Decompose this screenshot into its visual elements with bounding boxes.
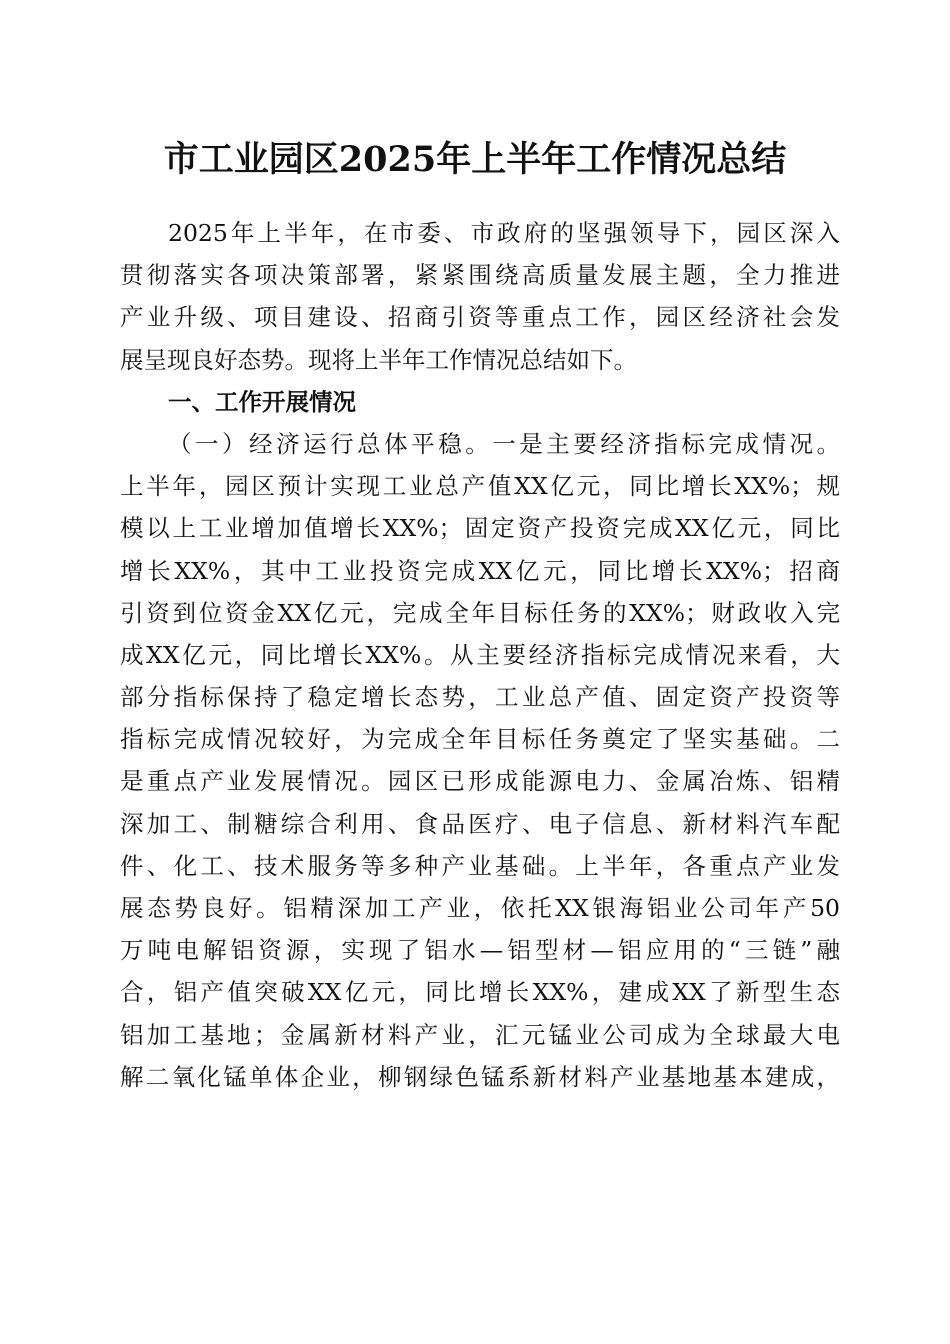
- paragraph-line: 展态势良好。铝精深加工产业，依托XX银海铝业公司年产50: [120, 894, 840, 922]
- paragraph-line: 上半年，园区预计实现工业总产值XX亿元，同比增长XX%；规: [120, 472, 840, 501]
- paragraph-line: 是重点产业发展情况。园区已形成能源电力、金属冶炼、铝精: [120, 767, 840, 796]
- paragraph-line: 成XX亿元，同比增长XX%。从主要经济指标完成情况来看，大: [120, 640, 840, 669]
- paragraph-line: 展呈现良好态势。现将上半年工作情况总结如下。: [120, 345, 637, 374]
- paragraph-line: 铝加工基地；金属新材料产业，汇元锰业公司成为全球最大电: [120, 1020, 840, 1049]
- paragraph-line: 贯彻落实各项决策部署，紧紧围绕高质量发展主题，全力推进: [120, 261, 840, 290]
- paragraph-line: 万吨电解铝资源，实现了铝水—铝型材—铝应用的“三链”融: [120, 936, 840, 965]
- paragraph-line: 合，铝产值突破XX亿元，同比增长XX%，建成XX了新型生态: [120, 978, 840, 1007]
- paragraph-line: 模以上工业增加值增长XX%；固定资产投资完成XX亿元，同比: [120, 514, 840, 543]
- document-body: [120, 212, 840, 1098]
- paragraph-line: 深加工、制糖综合利用、食品医疗、电子信息、新材料汽车配: [120, 809, 840, 838]
- document-title: 市工业园区2025年上半年工作情况总结: [163, 139, 787, 180]
- paragraph-line: 2025年上半年，在市委、市政府的坚强领导下，园区深入: [168, 219, 840, 247]
- paragraph-line: 指标完成情况较好，为完成全年目标任务奠定了坚实基础。二: [120, 725, 840, 754]
- paragraph-line: （一）经济运行总体平稳。一是主要经济指标完成情况。: [168, 429, 840, 458]
- section-heading: 一、工作开展情况: [168, 387, 356, 416]
- paragraph-line: 部分指标保持了稳定增长态势，工业总产值、固定资产投资等: [120, 683, 840, 712]
- paragraph-line: 增长XX%，其中工业投资完成XX亿元，同比增长XX%；招商: [120, 556, 840, 585]
- paragraph-line: 产业升级、项目建设、招商引资等重点工作，园区经济社会发: [120, 303, 840, 332]
- paragraph-line: 引资到位资金XX亿元，完成全年目标任务的XX%；财政收入完: [120, 598, 840, 627]
- paragraph-line: 解二氧化锰单体企业，柳钢绿色锰系新材料产业基地基本建成，: [120, 1062, 840, 1091]
- paragraph-line: 件、化工、技术服务等多种产业基础。上半年，各重点产业发: [120, 851, 840, 880]
